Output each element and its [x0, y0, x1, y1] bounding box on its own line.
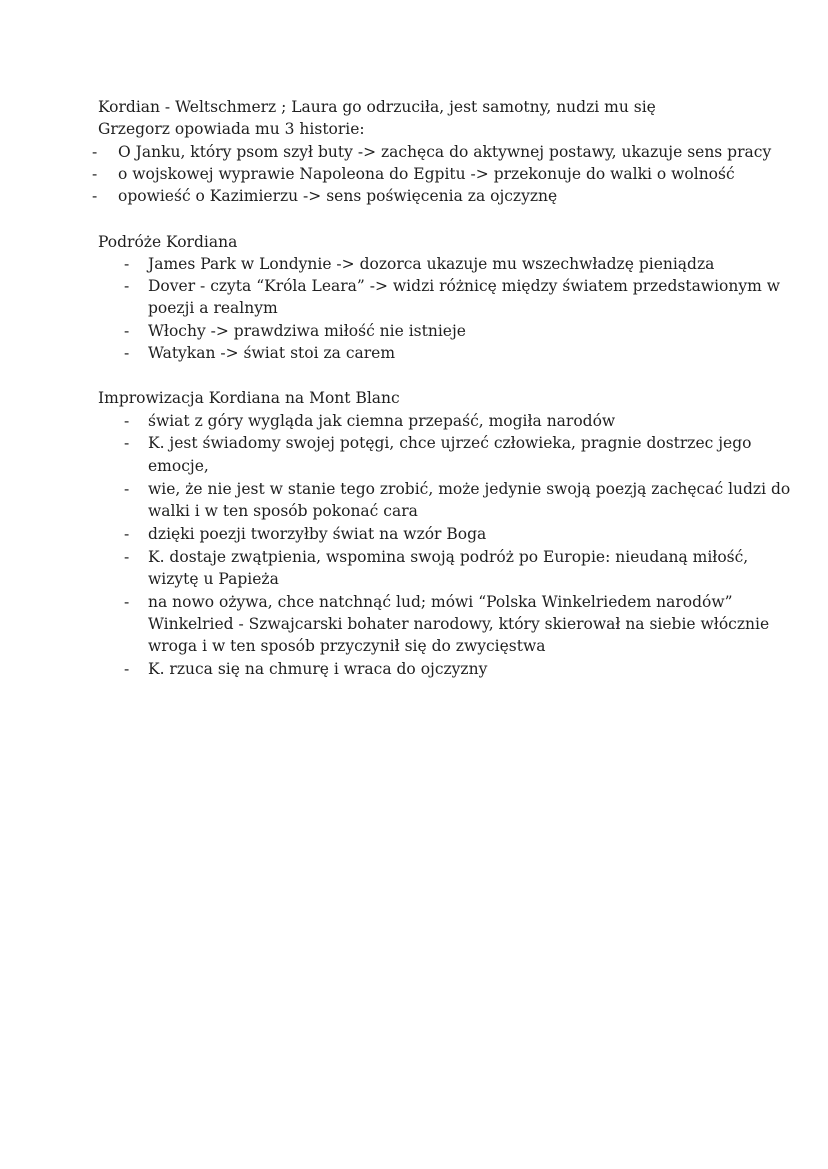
- list-item-text-continued: Winkelried - Szwajcarski bohater narodowy, który skierował na siebie włócznie: [148, 615, 770, 633]
- list-item-text: James Park w Londynie -> dozorca ukazuje mu wszechwładzę pieniądza: [148, 255, 715, 273]
- list-item-text: K. rzuca się na chmurę i wraca do ojczyzny: [148, 660, 488, 678]
- list-item-text: o wojskowej wyprawie Napoleona do Egpitu -> przekonuje do walki o wolność: [118, 165, 735, 183]
- list-item-text: wie, że nie jest w stanie tego zrobić, może jedynie swoją poezją zachęcać ludzi do: [148, 480, 791, 498]
- bullet-dash: -: [124, 434, 130, 452]
- bullet-dash: -: [124, 525, 130, 543]
- bullet-dash: -: [92, 143, 98, 161]
- bullet-dash: -: [124, 344, 130, 362]
- bullet-dash: -: [124, 277, 130, 295]
- list-item-text-continued: emocje,: [148, 457, 209, 475]
- list-item-text: Włochy -> prawdziwa miłość nie istnieje: [148, 322, 466, 340]
- list-item-text-continued: wizytę u Papieża: [148, 570, 279, 588]
- list-item-text: opowieść o Kazimierzu -> sens poświęcenia za ojczyznę: [118, 187, 558, 205]
- bullet-dash: -: [124, 255, 130, 273]
- list-item-text: K. dostaje zwątpienia, wspomina swoją podróż po Europie: nieudaną miłość,: [148, 548, 749, 566]
- list-item-text: na nowo ożywa, chce natchnąć lud; mówi “Polska Winkelriedem narodów”: [148, 593, 733, 611]
- list-item-text: świat z góry wygląda jak ciemna przepaść, mogiła narodów: [148, 412, 616, 430]
- list-item-text: Dover - czyta “Króla Leara” -> widzi różnicę między światem przedstawionym w: [148, 277, 780, 295]
- section-heading: Podróże Kordiana: [98, 233, 238, 251]
- bullet-dash: -: [124, 480, 130, 498]
- section-heading: Improwizacja Kordiana na Mont Blanc: [98, 389, 400, 407]
- bullet-dash: -: [124, 322, 130, 340]
- intro-line: Kordian - Weltschmerz ; Laura go odrzuciła, jest samotny, nudzi mu się: [98, 98, 656, 116]
- bullet-dash: -: [124, 660, 130, 678]
- list-item-text: dzięki poezji tworzyłby świat na wzór Boga: [148, 525, 487, 543]
- bullet-dash: -: [92, 165, 98, 183]
- bullet-dash: -: [92, 187, 98, 205]
- list-item-text-continued: wroga i w ten sposób przyczynił się do zwycięstwa: [148, 637, 546, 655]
- bullet-dash: -: [124, 593, 130, 611]
- intro-line: Grzegorz opowiada mu 3 historie:: [98, 120, 365, 138]
- list-item-text: K. jest świadomy swojej potęgi, chce ujrzeć człowieka, pragnie dostrzec jego: [148, 434, 752, 452]
- list-item-text-continued: poezji a realnym: [148, 299, 278, 317]
- list-item-text: Watykan -> świat stoi za carem: [148, 344, 396, 362]
- list-item-text-continued: walki i w ten sposób pokonać cara: [148, 502, 418, 520]
- bullet-dash: -: [124, 548, 130, 566]
- bullet-dash: -: [124, 412, 130, 430]
- list-item-text: O Janku, który psom szył buty -> zachęca do aktywnej postawy, ukazuje sens pracy: [118, 143, 772, 161]
